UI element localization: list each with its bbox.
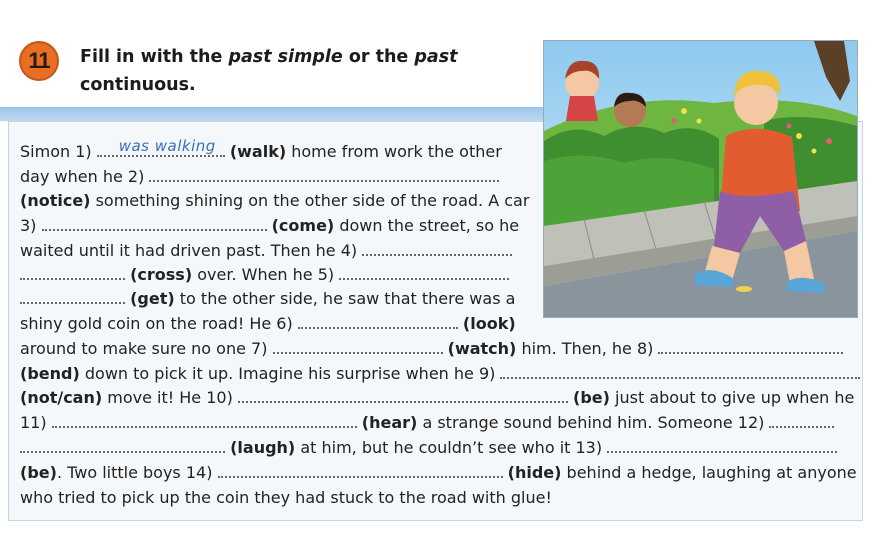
text-line-4: 3) (come) down the street, so he (20, 216, 520, 235)
text-line-10: (bend) down to pick it up. Imagine his surprise when he 9) (20, 363, 860, 385)
text-line-8: shiny gold coin on the road! He 6) (look) (20, 314, 516, 333)
blank-5[interactable] (339, 266, 509, 280)
blank-4-cont[interactable] (20, 266, 125, 280)
text-line-12: 11) (hear) a strange sound behind him. Someone 12) (20, 412, 834, 434)
text-line-14: (be). Two little boys 14) (hide) behind a hedge, laughing at anyone (20, 463, 857, 482)
blank-2[interactable] (149, 168, 499, 182)
blank-11[interactable] (52, 414, 357, 428)
text-line-1: Simon 1) was walking (walk) home from work the other (20, 137, 502, 161)
blank-5-cont[interactable] (20, 290, 125, 304)
text-line-15: who tried to pick up the coin they had stuck to the road with glue! (20, 488, 552, 507)
blank-7[interactable] (273, 340, 443, 354)
text-line-7: (get) to the other side, he saw that there was a (20, 288, 515, 310)
blank-3[interactable] (42, 217, 267, 231)
blank-9[interactable] (500, 365, 860, 379)
exercise-number-badge (19, 41, 59, 81)
blank-4[interactable] (362, 242, 512, 256)
blank-6[interactable] (298, 315, 458, 329)
text-line-9: around to make sure no one 7) (watch) him. Then, he 8) (20, 338, 843, 360)
text-line-6: (cross) over. When he 5) (20, 264, 509, 286)
blank-12-cont[interactable] (20, 439, 225, 453)
text-line-13: (laugh) at him, but he couldn’t see who it 13) (20, 437, 837, 459)
blank-12[interactable] (769, 414, 834, 428)
text-line-3: (notice) something shining on the other side of the road. A car (20, 191, 530, 210)
blank-1[interactable] (97, 137, 225, 157)
header-bar (0, 107, 560, 121)
text-line-2: day when he 2) (20, 166, 499, 188)
exercise-instruction: Fill in with the past simple or the past continuous. (80, 47, 458, 95)
text-line-11: (not/can) move it! He 10) (be) just about to give up when he (20, 388, 855, 407)
exercise-number: 11 (28, 48, 50, 73)
text-line-5: waited until it had driven past. Then he 4) (20, 240, 512, 262)
answer-1: was walking (118, 137, 216, 155)
illustration (543, 40, 858, 318)
illustration-svg (544, 41, 857, 317)
blank-13[interactable] (607, 439, 837, 453)
blank-14[interactable] (218, 464, 503, 478)
blank-10[interactable] (238, 389, 568, 403)
blank-8[interactable] (658, 340, 843, 354)
